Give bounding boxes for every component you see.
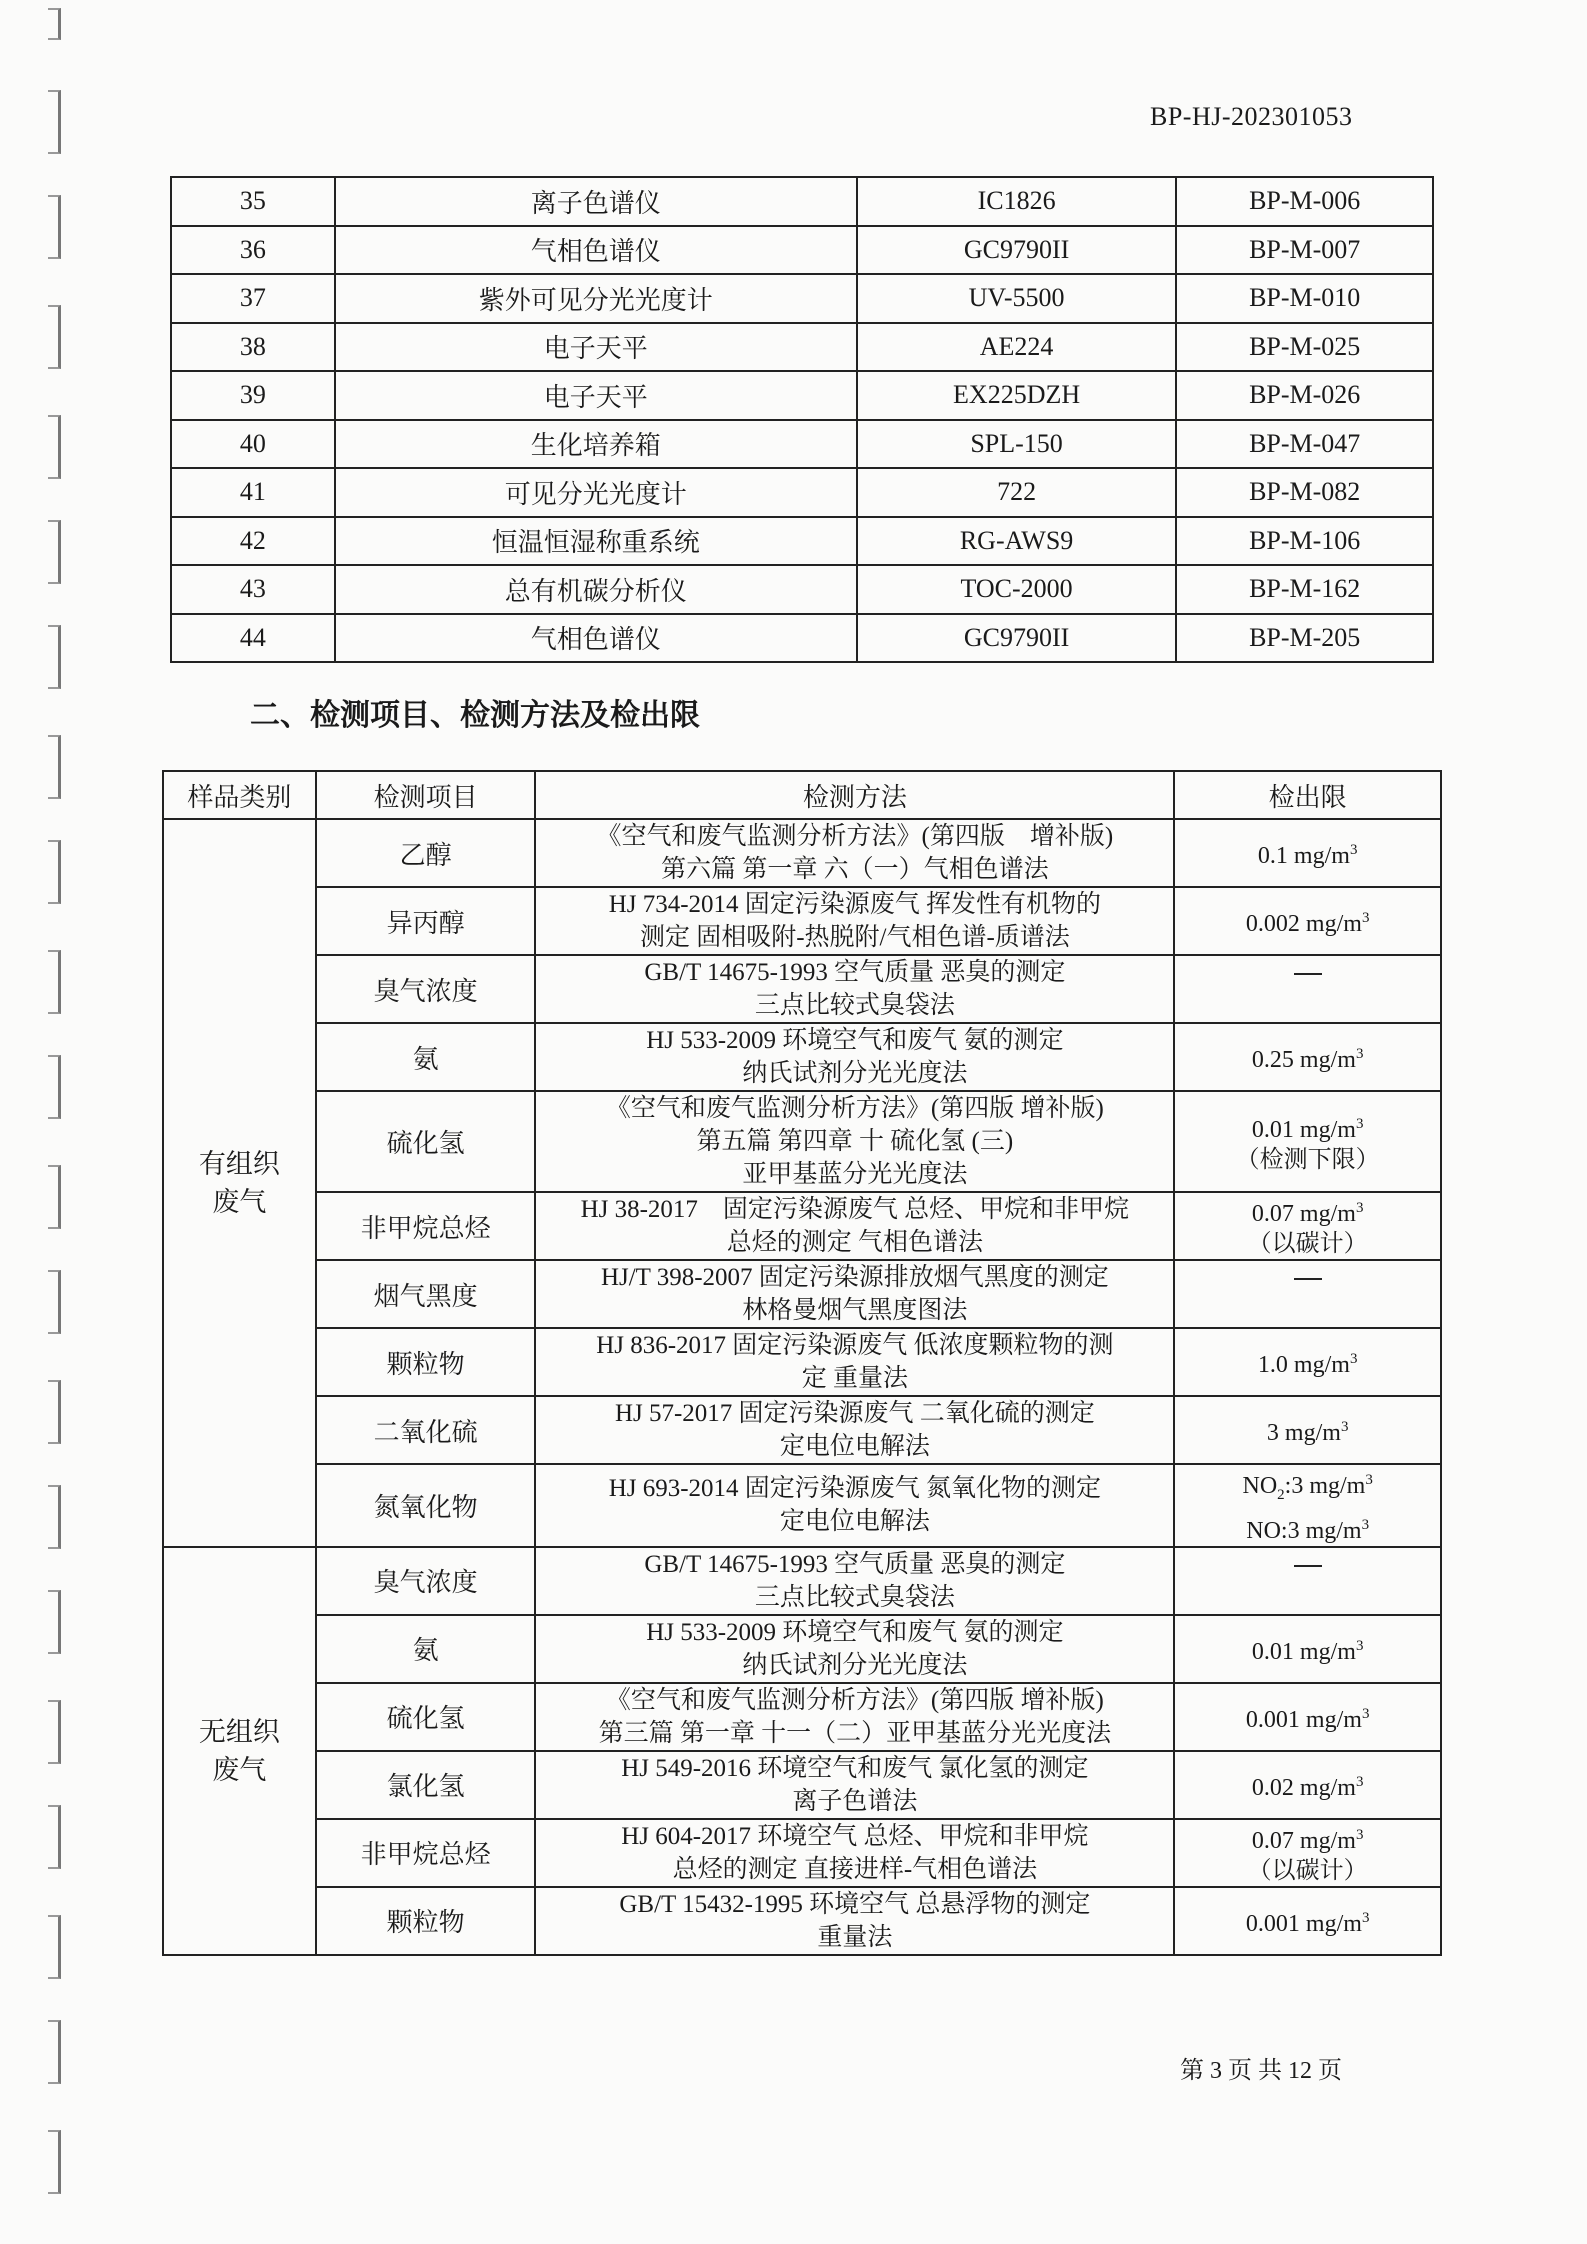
sample-category (163, 1547, 316, 1955)
equipment-row (171, 565, 1433, 614)
detection-limit (1174, 1192, 1441, 1260)
detection-limit (1174, 1260, 1441, 1328)
test-method (535, 819, 1174, 887)
method-line: GB/T 15432-1995 环境空气 总悬浮物的测定 (619, 1890, 1091, 1918)
equipment-row (171, 274, 1433, 323)
equipment-name: 总有机碳分析仪 (335, 565, 857, 614)
unit-superscript: 3 (1349, 1351, 1358, 1367)
limit-line (1175, 1278, 1440, 1310)
header-category: 样品类别 (163, 771, 316, 819)
method-row (163, 819, 1441, 887)
detection-limit (1174, 1751, 1441, 1819)
test-item: 非甲烷总烃 (316, 1819, 536, 1887)
unit-superscript: 3 (1355, 1200, 1364, 1216)
header-item: 检测项目 (316, 771, 536, 819)
binding-mark (48, 1805, 61, 1869)
binding-mark (48, 305, 61, 369)
header-limit: 检出限 (1174, 771, 1441, 819)
limit-line (1175, 1229, 1440, 1259)
limit-line (1175, 1856, 1440, 1886)
method-line: 定电位电解法 (779, 1508, 930, 1536)
binding-mark (48, 1055, 61, 1119)
binding-mark (48, 1590, 61, 1654)
unit-superscript: 3 (1361, 1516, 1370, 1533)
equipment-name: 离子色谱仪 (335, 177, 857, 226)
equipment-name: 恒温恒湿称重系统 (335, 517, 857, 566)
equipment-row (171, 420, 1433, 469)
equipment-no: 44 (171, 614, 335, 663)
limit-value: 3 mg/m (1266, 1420, 1341, 1446)
binding-mark (48, 950, 61, 1014)
test-method (535, 1751, 1174, 1819)
equipment-no: 37 (171, 274, 335, 323)
binding-mark (48, 2130, 61, 2194)
method-line: GB/T 14675-1993 空气质量 恶臭的测定 (644, 959, 1066, 986)
equipment-model: GC9790II (857, 614, 1177, 663)
test-method (535, 1396, 1174, 1464)
equipment-model: RG-AWS9 (857, 517, 1177, 566)
method-line: 定 重量法 (801, 1365, 909, 1392)
limit-line (1175, 1699, 1440, 1735)
limit-value: NO (1242, 1473, 1278, 1499)
binding-mark (48, 195, 61, 259)
limit-line (1175, 1903, 1440, 1939)
equipment-name: 气相色谱仪 (335, 614, 857, 663)
equipment-code: BP-M-007 (1176, 226, 1433, 275)
test-method (535, 1328, 1174, 1396)
binding-mark (48, 90, 61, 154)
equipment-name: 紫外可见分光光度计 (335, 274, 857, 323)
method-line: 总烃的测定 直接进样-气相色谱法 (672, 1855, 1038, 1883)
method-line: HJ 38-2017 固定污染源废气 总烃、甲烷和非甲烷 (580, 1196, 1130, 1223)
method-row (163, 1819, 1441, 1887)
detection-limit (1174, 1615, 1441, 1683)
equipment-name: 气相色谱仪 (335, 226, 857, 275)
binding-mark (48, 1270, 61, 1334)
equipment-code: BP-M-010 (1176, 274, 1433, 323)
unit-superscript: 3 (1349, 842, 1358, 858)
test-method (535, 1683, 1174, 1751)
equipment-no: 38 (171, 323, 335, 372)
method-line: HJ 57-2017 固定污染源废气 二氧化硫的测定 (614, 1400, 1095, 1427)
test-method (535, 1192, 1174, 1260)
binding-mark (48, 625, 61, 689)
test-item: 非甲烷总烃 (316, 1192, 536, 1260)
binding-mark (48, 1915, 61, 1979)
equipment-row (171, 468, 1433, 517)
test-method (535, 1615, 1174, 1683)
method-line: HJ 836-2017 固定污染源废气 低浓度颗粒物的测 (596, 1332, 1114, 1359)
method-line: HJ 533-2009 环境空气和废气 氨的测定 (646, 1618, 1064, 1646)
detection-limit (1174, 1396, 1441, 1464)
limit-line (1175, 1820, 1440, 1856)
limit-line (1175, 1565, 1440, 1597)
binding-mark (48, 520, 61, 584)
method-row (163, 1260, 1441, 1328)
binding-mark (48, 735, 61, 799)
detection-limit (1174, 1887, 1441, 1955)
method-row (163, 1091, 1441, 1192)
binding-mark (48, 1165, 61, 1229)
method-line: 三点比较式臭袋法 (754, 992, 955, 1019)
method-line: HJ/T 398-2007 固定污染源排放烟气黑度的测定 (600, 1264, 1109, 1291)
equipment-row (171, 371, 1433, 420)
equipment-no: 41 (171, 468, 335, 517)
binding-marks (0, 0, 90, 2244)
unit-superscript: 3 (1355, 1046, 1364, 1062)
method-line: 第三篇 第一章 十一（二）亚甲基蓝分光光度法 (598, 1719, 1112, 1747)
binding-mark (48, 1380, 61, 1444)
limit-note: NO:3 mg/m (1246, 1517, 1362, 1544)
limit-value: 0.25 mg/m (1251, 1047, 1356, 1073)
limit-line (1175, 1412, 1440, 1448)
method-table-header-row (163, 771, 1441, 819)
limit-value: 1.0 mg/m (1257, 1352, 1350, 1378)
limit-value: 0.1 mg/m (1257, 843, 1350, 869)
sample-category (163, 819, 316, 1547)
limit-note: （以碳计） (1247, 1857, 1368, 1884)
equipment-code: BP-M-106 (1176, 517, 1433, 566)
category-line: 无组织 (198, 1716, 280, 1747)
equipment-model: UV-5500 (857, 274, 1177, 323)
method-line: GB/T 14675-1993 空气质量 恶臭的测定 (644, 1550, 1066, 1578)
limit-note: （以碳计） (1247, 1231, 1368, 1257)
equipment-no: 40 (171, 420, 335, 469)
test-method (535, 1819, 1174, 1887)
equipment-code: BP-M-025 (1176, 323, 1433, 372)
test-item: 二氧化硫 (316, 1396, 536, 1464)
limit-value: 0.02 mg/m (1251, 1774, 1356, 1801)
method-line: 林格曼烟气黑度图法 (742, 1297, 968, 1324)
unit-superscript: 3 (1340, 1419, 1349, 1435)
test-item: 氨 (316, 1023, 536, 1091)
limit-value: 0.001 mg/m (1245, 1910, 1362, 1937)
method-line: 离子色谱法 (792, 1787, 918, 1815)
method-line: HJ 604-2017 环境空气 总烃、甲烷和非甲烷 (621, 1822, 1089, 1850)
method-line: 总烃的测定 气相色谱法 (726, 1229, 984, 1256)
test-method (535, 1547, 1174, 1615)
limit-line (1175, 1510, 1440, 1546)
method-row (163, 1328, 1441, 1396)
test-item: 乙醇 (316, 819, 536, 887)
dash-mark (1294, 973, 1322, 1005)
method-line: 《空气和废气监测分析方法》(第四版 增补版) (605, 1686, 1104, 1714)
method-table-body (163, 819, 1441, 1955)
binding-mark (48, 840, 61, 904)
detection-limit (1174, 1091, 1441, 1192)
category-line: 废气 (212, 1186, 267, 1217)
equipment-table-body (171, 177, 1433, 662)
method-line: 纳氏试剂分光光度法 (742, 1651, 968, 1679)
equipment-model: EX225DZH (857, 371, 1177, 420)
test-item: 臭气浓度 (316, 955, 536, 1023)
unit-superscript: 3 (1365, 1472, 1373, 1488)
equipment-row (171, 226, 1433, 275)
method-line: 重量法 (817, 1923, 893, 1951)
limit-line (1175, 1145, 1440, 1175)
page-number: 第 3 页 共 12 页 (1180, 2058, 1342, 2084)
equipment-name: 电子天平 (335, 323, 857, 372)
test-item: 氨 (316, 1615, 536, 1683)
equipment-code: BP-M-082 (1176, 468, 1433, 517)
test-method (535, 1260, 1174, 1328)
limit-value: 0.07 mg/m (1251, 1201, 1356, 1227)
method-table (162, 770, 1442, 1956)
equipment-model: GC9790II (857, 226, 1177, 275)
unit-superscript: 3 (1361, 910, 1370, 926)
equipment-model: 722 (857, 468, 1177, 517)
method-row (163, 1547, 1441, 1615)
equipment-name: 可见分光光度计 (335, 468, 857, 517)
test-method (535, 1023, 1174, 1091)
method-row (163, 1615, 1441, 1683)
test-method (535, 1091, 1174, 1192)
limit-line (1175, 1039, 1440, 1075)
limit-value: 0.01 mg/m (1251, 1638, 1356, 1665)
equipment-no: 43 (171, 565, 335, 614)
binding-mark (48, 415, 61, 479)
method-line: HJ 533-2009 环境空气和废气 氨的测定 (646, 1027, 1064, 1054)
equipment-code: BP-M-006 (1176, 177, 1433, 226)
section-title: 二、检测项目、检测方法及检出限 (250, 698, 700, 733)
equipment-table (170, 176, 1434, 663)
method-row (163, 1751, 1441, 1819)
method-line: 第五篇 第四章 十 硫化氢 (三) (696, 1128, 1014, 1155)
equipment-model: IC1826 (857, 177, 1177, 226)
category-line: 有组织 (198, 1148, 280, 1179)
method-line: HJ 734-2014 固定污染源废气 挥发性有机物的 (608, 891, 1102, 918)
unit-superscript: 3 (1355, 1637, 1364, 1654)
binding-mark (48, 8, 61, 40)
method-line: 亚甲基蓝分光光度法 (742, 1161, 968, 1188)
test-item: 颗粒物 (316, 1328, 536, 1396)
category-line: 废气 (212, 1754, 267, 1785)
detection-limit (1174, 819, 1441, 887)
equipment-row (171, 323, 1433, 372)
limit-line (1175, 903, 1440, 939)
dash-mark (1294, 1565, 1322, 1597)
unit-superscript: 3 (1361, 1909, 1370, 1926)
test-item: 硫化氢 (316, 1683, 536, 1751)
equipment-no: 35 (171, 177, 335, 226)
limit-value: 0.001 mg/m (1245, 1706, 1362, 1733)
equipment-name: 电子天平 (335, 371, 857, 420)
test-method (535, 1464, 1174, 1547)
detection-limit (1174, 955, 1441, 1023)
method-line: 测定 固相吸附-热脱附/气相色谱-质谱法 (639, 924, 1070, 951)
equipment-code: BP-M-047 (1176, 420, 1433, 469)
detection-limit (1174, 1683, 1441, 1751)
limit-line (1175, 1109, 1440, 1145)
test-method (535, 887, 1174, 955)
limit-line (1175, 1193, 1440, 1229)
test-method (535, 955, 1174, 1023)
equipment-code: BP-M-162 (1176, 565, 1433, 614)
test-method (535, 1887, 1174, 1955)
method-line: 《空气和废气监测分析方法》(第四版 增补版) (596, 823, 1114, 850)
equipment-model: SPL-150 (857, 420, 1177, 469)
report-number: BP-HJ-202301053 (1150, 102, 1353, 131)
equipment-code: BP-M-026 (1176, 371, 1433, 420)
limit-note: （检测下限） (1235, 1146, 1380, 1173)
equipment-model: AE224 (857, 323, 1177, 372)
method-row (163, 1396, 1441, 1464)
equipment-name: 生化培养箱 (335, 420, 857, 469)
method-line: 《空气和废气监测分析方法》(第四版 增补版) (605, 1095, 1104, 1122)
binding-mark (48, 1700, 61, 1764)
method-row (163, 1023, 1441, 1091)
test-item: 颗粒物 (316, 1887, 536, 1955)
equipment-model: TOC-2000 (857, 565, 1177, 614)
limit-line (1175, 835, 1440, 871)
method-row (163, 1192, 1441, 1260)
detection-limit (1174, 1023, 1441, 1091)
equipment-no: 36 (171, 226, 335, 275)
no2-subscript: 2 (1277, 1486, 1285, 1503)
unit-superscript: 3 (1355, 1826, 1364, 1843)
method-line: HJ 549-2016 环境空气和废气 氯化氢的测定 (621, 1754, 1089, 1782)
unit-superscript: 3 (1361, 1705, 1370, 1722)
method-row (163, 1887, 1441, 1955)
binding-mark (48, 2020, 61, 2084)
limit-line (1175, 1767, 1440, 1803)
header-method: 检测方法 (535, 771, 1174, 819)
equipment-no: 42 (171, 517, 335, 566)
equipment-row (171, 177, 1433, 226)
limit-line (1175, 1344, 1440, 1380)
limit-value: 0.002 mg/m (1245, 911, 1362, 937)
test-item: 烟气黑度 (316, 1260, 536, 1328)
detection-limit (1174, 1464, 1441, 1547)
detection-limit (1174, 887, 1441, 955)
equipment-no: 39 (171, 371, 335, 420)
limit-value: 0.07 mg/m (1251, 1827, 1356, 1854)
method-row (163, 955, 1441, 1023)
equipment-row (171, 517, 1433, 566)
limit-value: 0.01 mg/m (1251, 1116, 1356, 1143)
test-item: 氮氧化物 (316, 1464, 536, 1547)
unit-superscript: 3 (1355, 1773, 1364, 1790)
method-row (163, 887, 1441, 955)
limit-line (1175, 1631, 1440, 1667)
test-item: 异丙醇 (316, 887, 536, 955)
binding-mark (48, 1485, 61, 1549)
method-line: 定电位电解法 (779, 1433, 930, 1460)
equipment-code: BP-M-205 (1176, 614, 1433, 663)
method-row (163, 1683, 1441, 1751)
method-line: 第六篇 第一章 六（一）气相色谱法 (661, 856, 1049, 883)
test-item: 氯化氢 (316, 1751, 536, 1819)
limit-value: :3 mg/m (1284, 1473, 1366, 1499)
method-row (163, 1464, 1441, 1547)
method-line: 纳氏试剂分光光度法 (742, 1060, 968, 1087)
test-item: 臭气浓度 (316, 1547, 536, 1615)
detection-limit (1174, 1819, 1441, 1887)
limit-line (1175, 1465, 1440, 1510)
method-line: 三点比较式臭袋法 (754, 1583, 955, 1611)
test-item: 硫化氢 (316, 1091, 536, 1192)
unit-superscript: 3 (1355, 1115, 1364, 1132)
dash-mark (1294, 1278, 1322, 1310)
detection-limit (1174, 1328, 1441, 1396)
method-line: HJ 693-2014 固定污染源废气 氮氧化物的测定 (608, 1475, 1102, 1503)
detection-limit (1174, 1547, 1441, 1615)
limit-line (1175, 973, 1440, 1005)
equipment-row (171, 614, 1433, 663)
